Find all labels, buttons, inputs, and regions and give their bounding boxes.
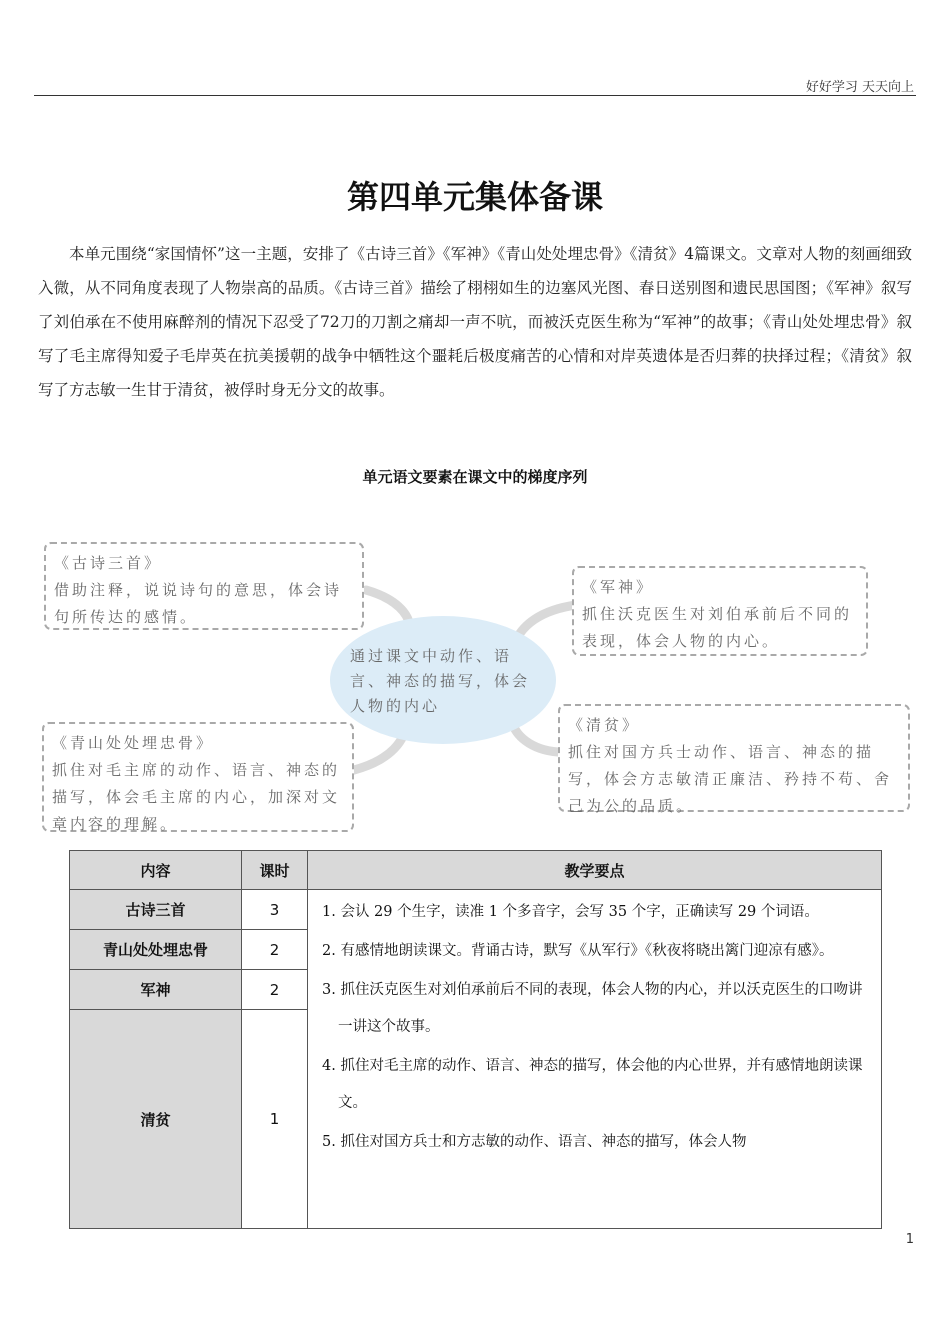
page-number: 1 [905, 1232, 914, 1247]
box-text: 抓住对毛主席的动作、语言、神态的描写，体会毛主席的内心，加深对文章内容的理解。 [52, 761, 341, 833]
lesson-hours: 1 [242, 1010, 308, 1229]
lesson-name: 青山处处埋忠骨 [70, 930, 242, 970]
mind-map-center: 通过课文中动作、语言、神态的描写，体会人物的内心 [330, 616, 556, 744]
column-header-content: 内容 [70, 851, 242, 890]
box-text: 抓住对国方兵士动作、语言、神态的描写，体会方志敏清正廉洁、矜持不苟、舍己为公的品质。 [568, 743, 893, 815]
table-header-row [70, 851, 882, 890]
section-subtitle: 单元语文要素在课文中的梯度序列 [362, 468, 588, 486]
list-item: 4. 抓住对毛主席的动作、语言、神态的描写，体会他的内心世界，并有感情地朗读课文。 [322, 1058, 863, 1111]
list-item: 5. 抓住对国方兵士和方志敏的动作、语言、神态的描写，体会人物 [322, 1134, 747, 1150]
list-item: 2. 有感情地朗读课文。背诵古诗，默写《从军行》《秋夜将晓出篱门迎凉有感》。 [322, 943, 834, 959]
box-title: 《青山处处埋忠骨》 [52, 734, 215, 752]
page-title: 第四单元集体备课 [346, 178, 603, 216]
list-item: 1. 会认 29 个生字，读准 1 个多音字，会写 35 个字，正确读写 29 个词语。 [322, 904, 819, 920]
header-divider [34, 95, 916, 96]
list-item: 3. 抓住沃克医生对刘伯承前后不同的表现，体会人物的内心，并以沃克医生的口吻讲一讲这个故事。 [322, 982, 863, 1035]
teaching-plan-table [69, 850, 882, 1229]
column-header-points: 教学要点 [308, 851, 882, 890]
table-row [70, 890, 882, 930]
lesson-name: 军神 [70, 970, 242, 1010]
lesson-hours: 2 [242, 930, 308, 970]
column-header-hours: 课时 [242, 851, 308, 890]
lesson-name: 古诗三首 [70, 890, 242, 930]
lesson-hours: 2 [242, 970, 308, 1010]
header-motto: 好好学习 天天向上 [805, 80, 914, 95]
mind-map-box-qingshan [42, 722, 354, 832]
teaching-points-list [316, 894, 875, 1161]
lesson-hours: 3 [242, 890, 308, 930]
box-text: 抓住沃克医生对刘伯承前后不同的表现，体会人物的内心。 [582, 605, 853, 650]
box-title: 《清贫》 [568, 716, 641, 734]
box-title: 《古诗三首》 [54, 554, 163, 572]
box-title: 《军神》 [582, 578, 655, 596]
mind-map-box-gushi [44, 542, 364, 630]
lesson-name: 清贫 [70, 1010, 242, 1229]
mind-map-box-qingpin [558, 704, 910, 815]
box-text: 借助注释，说说诗句的意思，体会诗句所传达的感情。 [54, 581, 343, 626]
teaching-points [308, 890, 882, 1229]
mind-map-box-junshen [572, 566, 868, 656]
mind-map [36, 530, 916, 840]
intro-paragraph: 本单元围绕“家国情怀”这一主题，安排了《古诗三首》《军神》《青山处处埋忠骨》《清贫》4篇课文。文章对人物的刻画细致入微，从不同角度表现了人物崇高的品质。《古诗三首》描绘了栩栩如生的边塞风光图、春日送别图和遗民思国图；《军神》叙写了刘伯承在不使用麻醉剂的情况下忍受了72刀的刀割之痛却一声不吭，而被沃克医生称为“军神”的故事；《青山处处埋忠骨》叙写了毛主席得知爱子毛岸英在抗美援朝的战争中牺牲这个噩耗后极度痛苦的心情和对岸英遗体是否归葬的抉择过程；《清贫》叙写了方志敏一生甘于清贫，被俘时身无分文的故事。 [38, 245, 912, 399]
